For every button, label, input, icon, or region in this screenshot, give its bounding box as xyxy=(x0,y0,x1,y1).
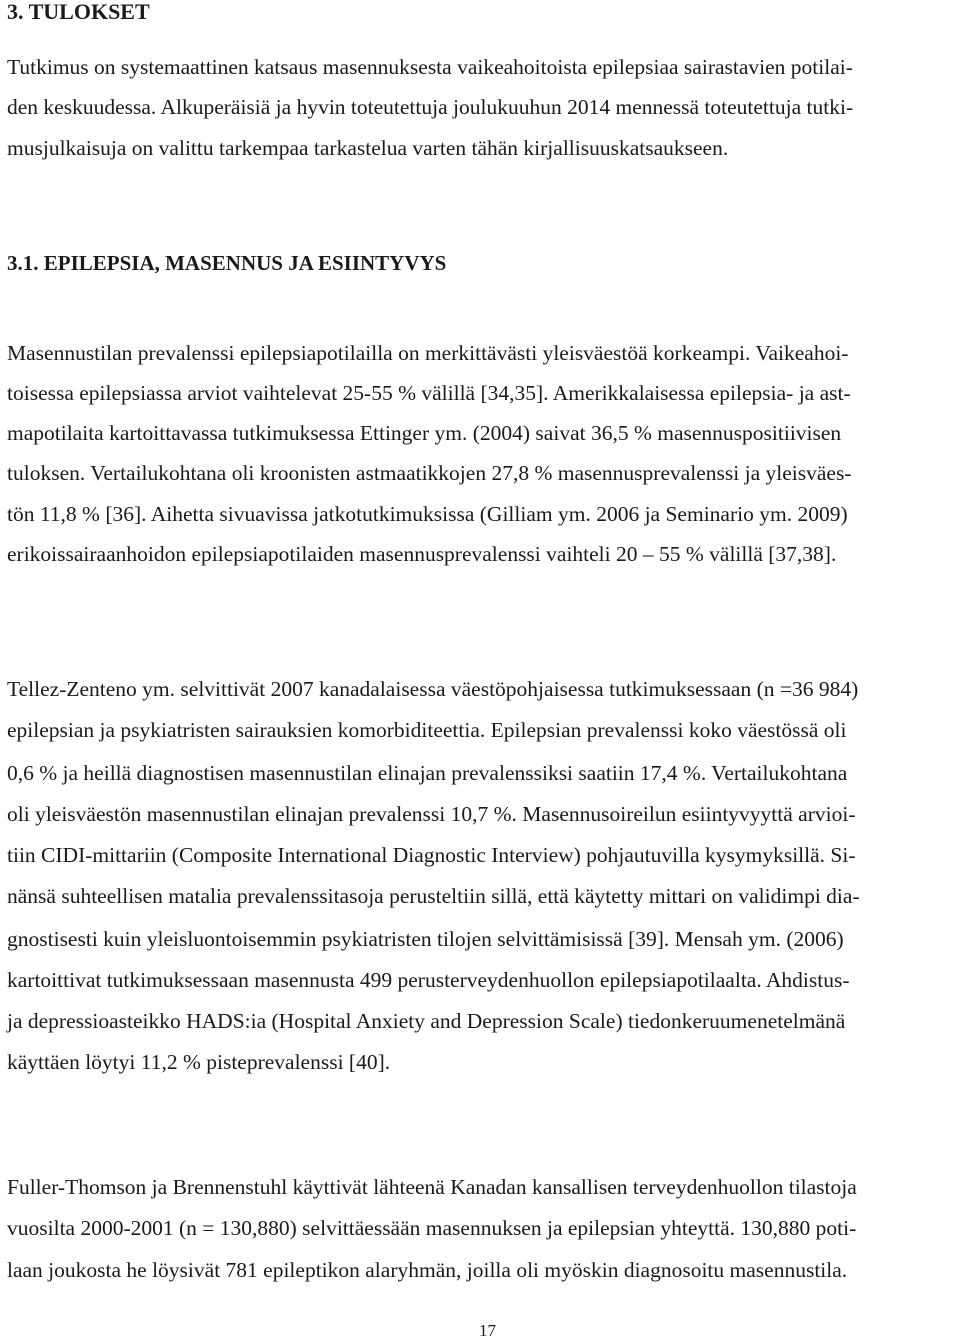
text-line: tiin CIDI-mittariin (Composite International Diagnostic Interview) pohjautuvilla kysymyksillä. Si- xyxy=(7,843,856,867)
text-line: käyttäen löytyi 11,2 % pisteprevalenssi [40]. xyxy=(7,1050,391,1074)
text-line: Tutkimus on systemaattinen katsaus masennuksesta vaikeahoitoista epilepsiaa sairastavien potilai- xyxy=(7,55,853,79)
text-line: tön 11,8 % [36]. Aihetta sivuavissa jatkotutkimuksissa (Gilliam ym. 2006 ja Seminario ym. 2009) xyxy=(7,502,848,526)
text-line: den keskuudessa. Alkuperäisiä ja hyvin toteutettuja joulukuuhun 2014 mennessä toteutettuja tutki- xyxy=(7,95,854,119)
page-number: 17 xyxy=(479,1321,496,1340)
text-line: vuosilta 2000-2001 (n = 130,880) selvittäessään masennuksen ja epilepsian yhteyttä. 130,880 poti- xyxy=(7,1216,857,1240)
text-line: 0,6 % ja heillä diagnostisen masennustilan elinajan prevalenssiksi saatiin 17,4 %. Vertailukohtana xyxy=(7,761,848,785)
text-line: Tellez-Zenteno ym. selvittivät 2007 kanadalaisessa väestöpohjaisessa tutkimuksessaan (n =36 984) xyxy=(7,677,859,701)
text-line: musjulkaisuja on valittu tarkempaa tarkastelua varten tähän kirjallisuuskatsaukseen. xyxy=(7,136,729,160)
text-line: tuloksen. Vertailukohtana oli kroonisten astmaatikkojen 27,8 % masennusprevalenssi ja yleisväes- xyxy=(7,461,852,485)
text-line: Masennustilan prevalenssi epilepsiapotilailla on merkittävästi yleisväestöä korkeampi. Vaikeahoi- xyxy=(7,341,849,365)
text-line: toisessa epilepsiassa arviot vaihtelevat 25-55 % välillä [34,35]. Amerikkalaisessa epilepsia- ja ast- xyxy=(7,381,851,405)
text-line: erikoissairaanhoidon epilepsiapotilaiden masennusprevalenssi vaihteli 20 – 55 % välillä [37,38]. xyxy=(7,542,837,566)
text-line: gnostisesti kuin yleisluontoisemmin psykiatristen tilojen selvittämisissä [39]. Mensah ym. (2006) xyxy=(7,927,844,951)
subsection-heading: 3.1. EPILEPSIA, MASENNUS JA ESIINTYVYS xyxy=(7,251,447,275)
text-line: laan joukosta he löysivät 781 epileptikon alaryhmän, joilla oli myöskin diagnosoitu masennustila. xyxy=(7,1258,848,1282)
text-line: Fuller-Thomson ja Brennenstuhl käyttivät lähteenä Kanadan kansallisen terveydenhuollon tilastoja xyxy=(7,1175,857,1199)
text-line: ja depressioasteikko HADS:ia (Hospital Anxiety and Depression Scale) tiedonkeruumenetelmänä xyxy=(7,1009,846,1033)
text-line: nänsä suhteellisen matalia prevalenssitasoja perusteltiin sillä, että käytetty mittari on validimpi dia- xyxy=(7,884,860,908)
text-line: oli yleisväestön masennustilan elinajan prevalenssi 10,7 %. Masennusoireilun esiintyvyyttä arvioi- xyxy=(7,802,856,826)
text-line: mapotilaita kartoittavassa tutkimuksessa Ettinger ym. (2004) saivat 36,5 % masennuspositiivisen xyxy=(7,421,842,445)
text-line: kartoittivat tutkimuksessaan masennusta 499 perusterveydenhuollon epilepsiapotilaalta. Ahdistus- xyxy=(7,968,850,992)
text-line: epilepsian ja psykiatristen sairauksien komorbiditeettia. Epilepsian prevalenssi koko väestössä oli xyxy=(7,718,847,742)
section-heading: 3. TULOKSET xyxy=(7,0,150,24)
